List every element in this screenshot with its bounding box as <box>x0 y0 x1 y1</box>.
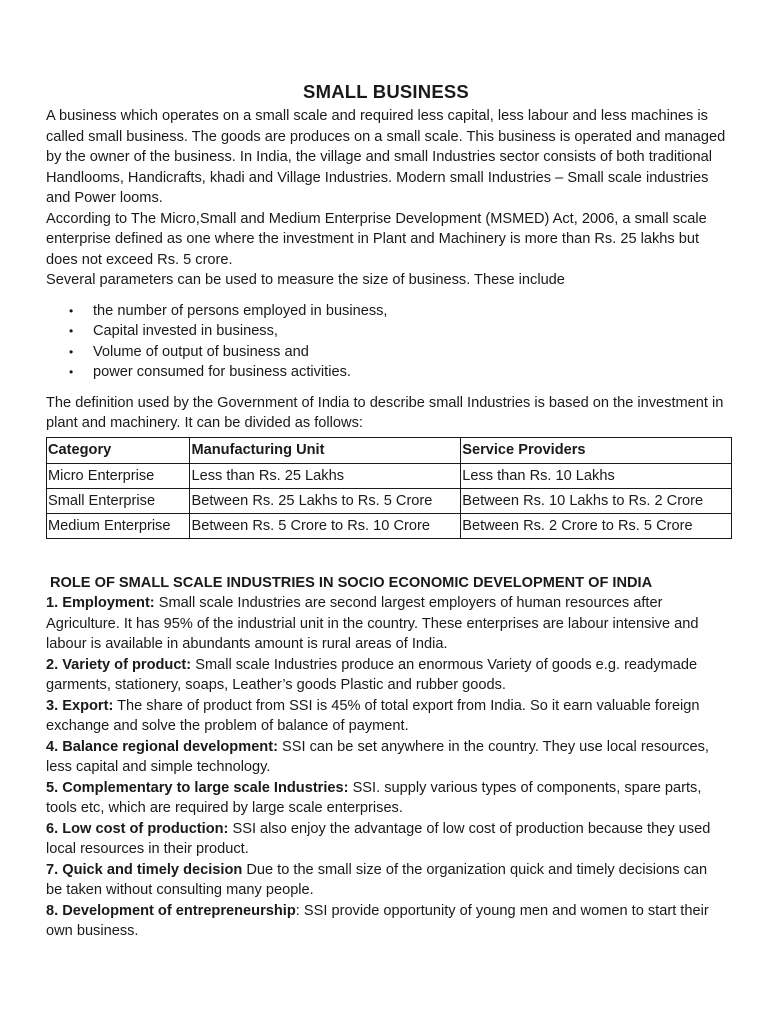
bullet-icon: • <box>69 303 74 318</box>
page-title: SMALL BUSINESS <box>303 81 469 102</box>
table-cell: Less than Rs. 25 Lakhs <box>190 463 461 488</box>
intro-paragraph-1: A business which operates on a small scale and required less capital, less labour and less machines is called small business. The goods are produces on a small scale. This business is operated and managed by the owner of the business. In India, the village and small Industries sector consists of both traditional Handlooms, Handicrafts, khadi and Village Industries. Modern small Industries – Small scale industries and Power looms. <box>46 108 726 206</box>
list-item: • Volume of output of business and <box>93 342 726 363</box>
list-item: • power consumed for business activities. <box>93 362 726 383</box>
list-item: • the number of persons employed in business, <box>93 301 726 322</box>
list-item: • Capital invested in business, <box>93 321 726 342</box>
enterprise-classification-table <box>46 437 732 539</box>
table-cell: Between Rs. 25 Lakhs to Rs. 5 Crore <box>190 488 461 513</box>
role-item-entrepreneurship: 8. Development of entrepreneurship: SSI provide opportunity of young men and women to start their own business. <box>46 902 709 939</box>
role-item-decision: 7. Quick and timely decision Due to the small size of the organization quick and timely decisions can be taken without consulting many people. <box>46 861 708 898</box>
table-cell: Between Rs. 5 Crore to Rs. 10 Crore <box>190 513 461 538</box>
bullet-icon: • <box>69 344 74 359</box>
section-heading: ROLE OF SMALL SCALE INDUSTRIES IN SOCIO ECONOMIC DEVELOPMENT OF INDIA <box>50 574 653 591</box>
bullet-icon: • <box>69 365 74 379</box>
table-cell: Micro Enterprise <box>47 463 190 488</box>
table-cell: Medium Enterprise <box>47 513 190 538</box>
intro-paragraph-2: According to The Micro,Small and Medium Enterprise Development (MSMED) Act, 2006, a small scale enterprise defined as one where the investment in Plant and Machinery is more than Rs. 25 lakhs but does not exceed Rs. 5 crore. <box>46 210 707 268</box>
table-row <box>47 488 732 513</box>
role-item-export: 3. Export: The share of product from SSI is 45% of total export from India. So it earn valuable foreign exchange and solve the problem of balance of payment. <box>46 697 700 734</box>
parameters-list <box>46 301 726 383</box>
document-content <box>46 80 726 942</box>
role-item-complementary: 5. Complementary to large scale Industries: SSI. supply various types of components, spare parts, tools etc, which are required by large scale enterprises. <box>46 779 702 816</box>
table-header-row <box>47 437 732 463</box>
header-service: Service Providers <box>461 437 732 463</box>
role-item-regional: 4. Balance regional development: SSI can be set anywhere in the country. They use local resources, less capital and simple technology. <box>46 738 709 775</box>
intro-paragraph-3: Several parameters can be used to measure the size of business. These include <box>46 272 565 288</box>
table-cell: Between Rs. 10 Lakhs to Rs. 2 Crore <box>461 488 732 513</box>
definition-paragraph: The definition used by the Government of India to describe small Industries is based on the investment in plant and machinery. It can be divided as follows: <box>46 394 724 431</box>
table-cell: Less than Rs. 10 Lakhs <box>461 463 732 488</box>
header-manufacturing: Manufacturing Unit <box>190 437 461 463</box>
table-row <box>47 463 732 488</box>
role-item-variety: 2. Variety of product: Small scale Industries produce an enormous Variety of goods e.g. readymade garments, stationery, soaps, Leather’s goods Plastic and rubber goods. <box>46 656 698 693</box>
table-cell: Between Rs. 2 Crore to Rs. 5 Crore <box>461 513 732 538</box>
role-item-employment: 1. Employment: Small scale Industries are second largest employers of human resources after Agriculture. It has 95% of the industrial unit in the country. These enterprises are labour intensive and labour is available in abundants amount is rural areas of India. <box>46 595 699 652</box>
bullet-icon: • <box>69 324 74 338</box>
role-item-low-cost: 6. Low cost of production: SSI also enjoy the advantage of low cost of production because they used local resources in their product. <box>46 820 711 857</box>
header-category: Category <box>47 437 190 463</box>
table-row <box>47 513 732 538</box>
table-cell: Small Enterprise <box>47 488 190 513</box>
